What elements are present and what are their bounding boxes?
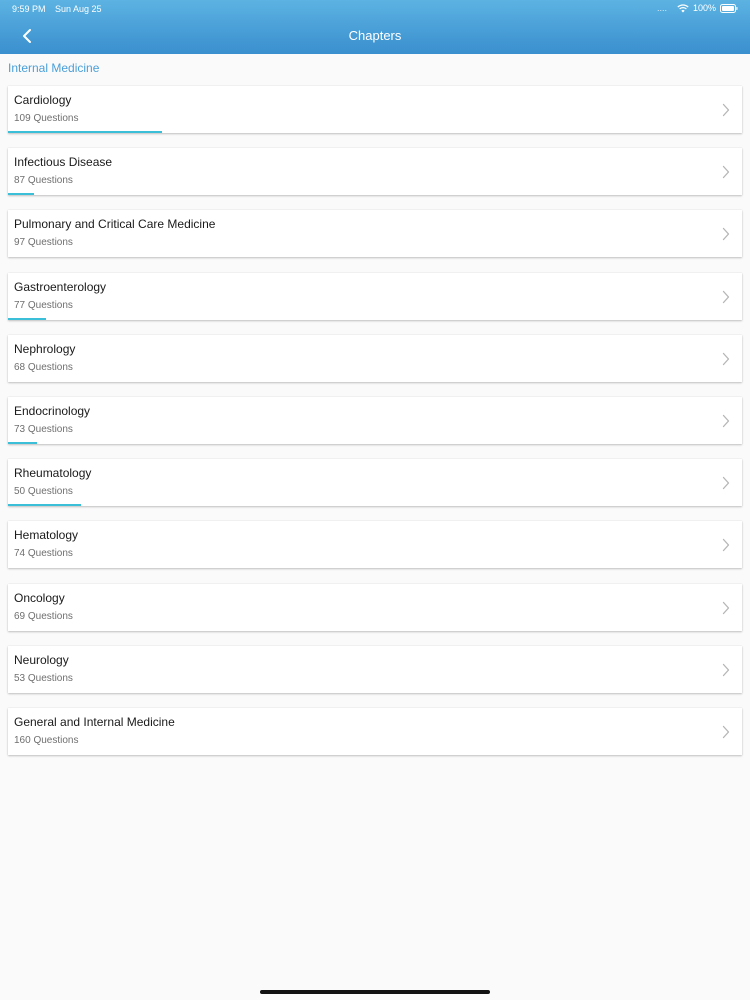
- chapter-progress-bar: [8, 193, 742, 195]
- chapter-title: General and Internal Medicine: [14, 714, 175, 729]
- chevron-right-icon: [722, 601, 730, 615]
- chevron-right-icon: [722, 414, 730, 428]
- chapter-title: Gastroenterology: [14, 279, 107, 294]
- battery-icon: [720, 4, 738, 13]
- chapter-title: Endocrinology: [14, 403, 91, 418]
- home-indicator[interactable]: [260, 990, 490, 994]
- chapter-question-count: 74 Questions: [14, 548, 73, 560]
- status-indicators: [657, 3, 738, 13]
- chevron-right-icon: [722, 227, 730, 241]
- chapter-question-count: 109 Questions: [14, 113, 79, 124]
- chapter-title: Pulmonary and Critical Care Medicine: [14, 217, 216, 232]
- chapter-progress-bar: [8, 629, 742, 631]
- chapter-item[interactable]: [8, 86, 742, 133]
- navigation-bar: [0, 18, 750, 54]
- wifi-icon: [677, 4, 689, 13]
- chapter-progress-bar: [8, 566, 742, 568]
- chapter-progress-fill: [8, 193, 34, 195]
- chapter-item[interactable]: [8, 708, 742, 755]
- chapter-progress-bar: [8, 380, 742, 382]
- chapter-progress-fill: [8, 504, 81, 506]
- chapter-question-count: 53 Questions: [14, 672, 73, 684]
- chapter-question-count: 97 Questions: [14, 237, 73, 249]
- app-header: [0, 0, 750, 54]
- chapter-progress-bar: [8, 691, 742, 693]
- chapter-progress-fill: [8, 442, 37, 444]
- chevron-right-icon: [722, 476, 730, 490]
- chapter-item[interactable]: [8, 646, 742, 693]
- page-title: Chapters: [348, 28, 402, 43]
- chapter-title: Neurology: [14, 652, 69, 667]
- chapter-title: Nephrology: [14, 341, 76, 356]
- chapter-progress-fill: [8, 318, 46, 320]
- chapter-item[interactable]: [8, 584, 742, 631]
- chapter-item[interactable]: [8, 459, 742, 506]
- section-title: Internal Medicine: [8, 61, 100, 75]
- chapter-list: [8, 86, 742, 770]
- chapter-title: Oncology: [14, 590, 65, 605]
- chapter-progress-bar: [8, 442, 742, 444]
- chevron-right-icon: [722, 290, 730, 304]
- chapter-progress-bar: [8, 131, 742, 133]
- chevron-right-icon: [722, 165, 730, 179]
- battery-percent: 100%: [692, 3, 716, 13]
- chapter-question-count: 73 Questions: [14, 423, 73, 435]
- chapter-question-count: 68 Questions: [14, 361, 73, 373]
- chapter-progress-bar: [8, 255, 742, 257]
- chapter-title: Infectious Disease: [14, 155, 113, 170]
- chapter-question-count: 87 Questions: [14, 175, 73, 187]
- status-date: Sun Aug 25: [55, 4, 102, 14]
- chapter-item[interactable]: [8, 397, 742, 444]
- chapter-question-count: 160 Questions: [14, 734, 79, 746]
- status-bar: [0, 0, 750, 18]
- chevron-right-icon: [722, 663, 730, 677]
- chapter-progress-bar: [8, 504, 742, 506]
- chapter-title: Hematology: [14, 528, 79, 543]
- chapter-title: Cardiology: [14, 93, 72, 107]
- chapter-title: Rheumatology: [14, 466, 92, 481]
- chevron-right-icon: [722, 725, 730, 739]
- signal-dots-icon: ....: [656, 3, 667, 13]
- chapter-item[interactable]: [8, 148, 742, 195]
- chevron-right-icon: [722, 352, 730, 366]
- chapter-question-count: 77 Questions: [14, 299, 73, 311]
- chapter-progress-fill: [8, 131, 162, 133]
- chevron-right-icon: [722, 103, 730, 117]
- chapter-question-count: 69 Questions: [14, 610, 73, 622]
- chapter-item[interactable]: [8, 210, 742, 257]
- chevron-right-icon: [722, 538, 730, 552]
- status-time: 9:59 PM: [12, 4, 46, 14]
- chapter-item[interactable]: [8, 273, 742, 320]
- chapter-progress-bar: [8, 753, 742, 755]
- chapter-item[interactable]: [8, 521, 742, 568]
- chapter-progress-bar: [8, 318, 742, 320]
- chapter-item[interactable]: [8, 335, 742, 382]
- chapter-question-count: 50 Questions: [14, 486, 73, 498]
